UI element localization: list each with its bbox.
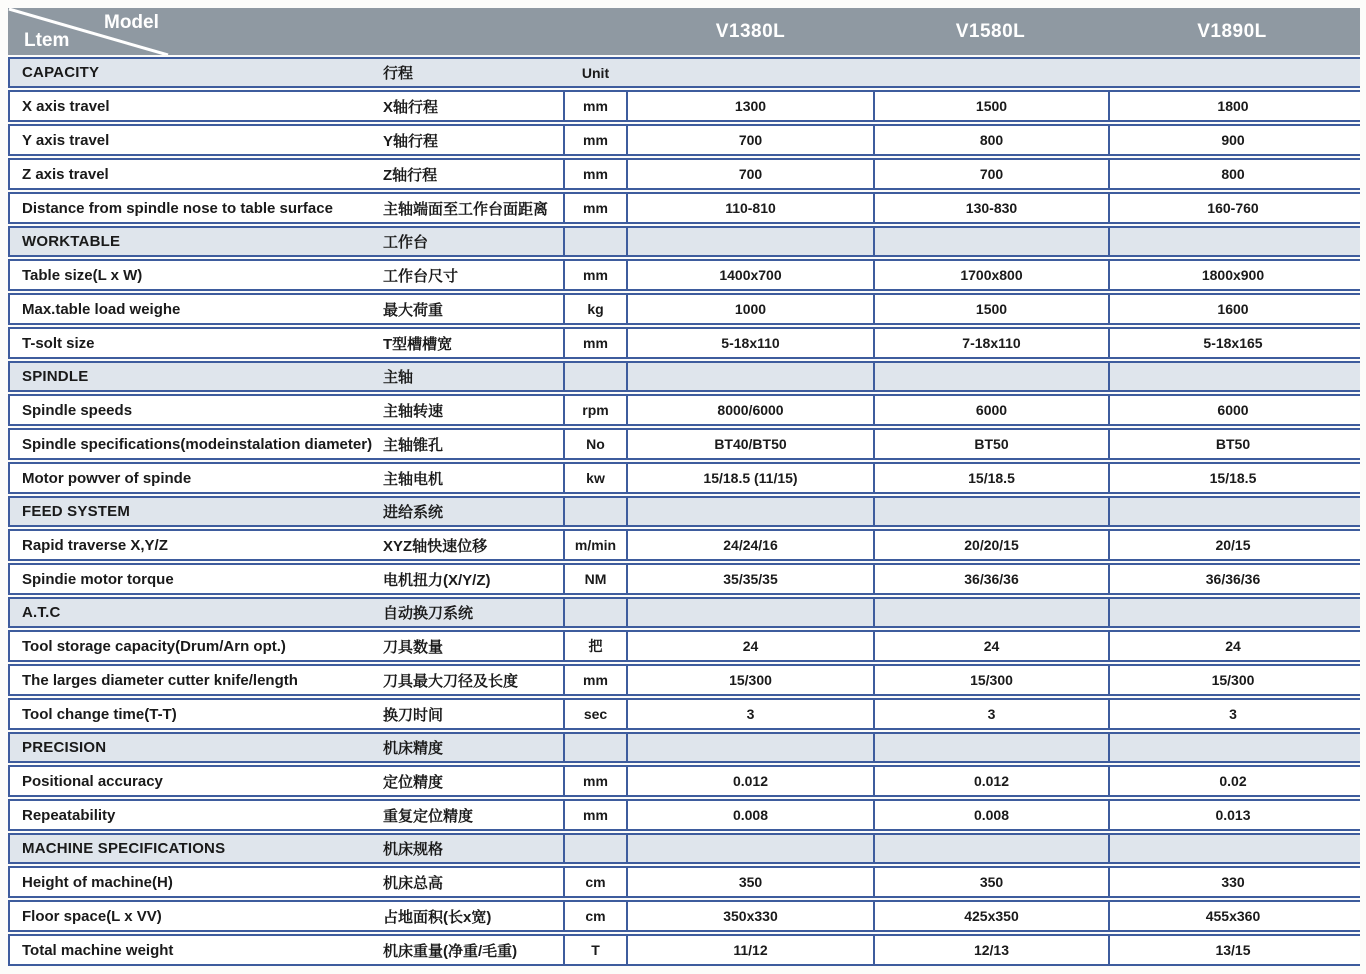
section-blank-cell: [628, 59, 873, 86]
section-blank-cell: [1108, 228, 1356, 255]
spec-row-spindle-motor-power: [8, 462, 1360, 494]
unit-cell: kg: [563, 295, 628, 323]
section-blank-cell: [1108, 59, 1356, 86]
unit-cell: T: [563, 936, 628, 964]
section-name-zh: 行程: [383, 65, 414, 82]
unit-cell: rpm: [563, 396, 628, 424]
spec-row-machine-height: [8, 866, 1360, 898]
section-header-row-capacity: [8, 57, 1360, 88]
item-name-en: Height of machine(H): [22, 873, 173, 891]
value-cell-v1380l: 5-18x110: [721, 335, 780, 351]
unit-cell: mm: [563, 92, 628, 120]
value-cell-v1580l: 6000: [873, 396, 1108, 424]
spec-row-largest-cutter-diameter: [8, 664, 1360, 696]
section-name-en: A.T.C: [22, 604, 61, 621]
item-name-en: The larges diameter cutter knife/length: [22, 671, 298, 689]
section-blank-cell: [628, 734, 873, 761]
item-name-en: Total machine weight: [22, 941, 174, 959]
value-cell-v1890l: 330: [1108, 868, 1356, 896]
unit-cell: kw: [563, 464, 628, 492]
value-cell-v1580l: 12/13: [873, 936, 1108, 964]
spec-row-y-axis-travel: [8, 124, 1360, 156]
section-header-row-spindle: [8, 361, 1360, 392]
item-name-zh: 重复定位精度: [383, 807, 474, 825]
item-name-zh: X轴行程: [383, 98, 439, 116]
value-cell-v1380l: 0.012: [732, 773, 769, 789]
value-cell-v1580l: 7-18x110: [873, 329, 1108, 357]
unit-cell: sec: [563, 700, 628, 728]
value-cell-v1380l: 700: [738, 132, 763, 148]
section-name-en: SPINDLE: [22, 368, 89, 385]
spec-row-t-slot-size: [8, 327, 1360, 359]
value-cell-v1380l: 700: [738, 166, 763, 182]
section-name-en: FEED SYSTEM: [22, 503, 131, 520]
section-name-en: WORKTABLE: [22, 233, 121, 250]
section-blank-cell: [1108, 498, 1356, 525]
spec-row-z-axis-travel: [8, 158, 1360, 190]
item-name-en: Spindle specifications(modeinstalation diameter): [22, 435, 373, 453]
value-cell-v1580l: 24: [873, 632, 1108, 660]
spec-row-table-size: [8, 259, 1360, 291]
value-cell-v1380l: 1300: [734, 98, 767, 114]
section-blank-cell: [873, 835, 1108, 862]
section-blank-cell: [563, 498, 628, 525]
item-name-en: Max.table load weighe: [22, 300, 181, 318]
unit-cell: mm: [563, 261, 628, 289]
section-blank-cell: [563, 363, 628, 390]
value-cell-v1580l: 15/18.5: [873, 464, 1108, 492]
item-name-en: Repeatability: [22, 806, 116, 824]
section-blank-cell: [1108, 599, 1356, 626]
value-cell-v1890l: 1800x900: [1108, 261, 1356, 289]
item-name-zh: 主轴电机: [383, 470, 444, 488]
value-cell-v1890l: 0.013: [1108, 801, 1356, 829]
value-cell-v1890l: 0.02: [1108, 767, 1356, 795]
value-cell-v1890l: 15/300: [1108, 666, 1356, 694]
section-name-en: CAPACITY: [22, 64, 100, 81]
value-cell-v1890l: 5-18x165: [1108, 329, 1356, 357]
section-blank-cell: [873, 734, 1108, 761]
item-name-en: Motor powver of spinde: [22, 469, 192, 487]
item-name-zh: 机床重量(净重/毛重): [383, 942, 518, 960]
spec-row-tool-storage-capacity: [8, 630, 1360, 662]
spec-row-spindle-specifications: [8, 428, 1360, 460]
value-cell-v1580l: 20/20/15: [873, 531, 1108, 559]
value-cell-v1580l: 425x350: [873, 902, 1108, 930]
unit-cell: cm: [563, 902, 628, 930]
corner-cell: [8, 8, 563, 55]
value-cell-v1580l: 0.008: [873, 801, 1108, 829]
unit-cell: mm: [563, 160, 628, 188]
value-cell-v1380l: 0.008: [732, 807, 769, 823]
value-cell-v1580l: 3: [873, 700, 1108, 728]
value-cell-v1890l: 24: [1108, 632, 1356, 660]
spec-row-floor-space: [8, 900, 1360, 932]
model-column-header-v1890l: V1890L: [1197, 20, 1267, 42]
section-name-zh: 机床精度: [383, 740, 444, 757]
value-cell-v1580l: 1700x800: [873, 261, 1108, 289]
corner-item-label: Ltem: [24, 30, 70, 51]
spec-row-rapid-traverse: [8, 529, 1360, 561]
unit-cell: mm: [563, 767, 628, 795]
corner-model-label: Model: [104, 12, 159, 33]
section-blank-cell: [873, 498, 1108, 525]
section-header-row-precision: [8, 732, 1360, 763]
item-name-zh: Z轴行程: [383, 166, 438, 184]
item-name-zh: 换刀时间: [383, 706, 444, 724]
model-column-header-v1380l: V1380L: [715, 20, 786, 42]
value-cell-v1580l: 1500: [873, 295, 1108, 323]
header-spacer: [563, 8, 628, 55]
value-cell-v1380l: 11/12: [733, 942, 768, 958]
value-cell-v1380l: 15/18.5 (11/15): [703, 470, 798, 486]
item-name-en: Y axis travel: [22, 131, 110, 149]
section-blank-cell: [1108, 835, 1356, 862]
table-header-row: [8, 8, 1360, 55]
section-blank-cell: [628, 599, 873, 626]
value-cell-v1890l: 1800: [1108, 92, 1356, 120]
section-blank-cell: [563, 228, 628, 255]
item-name-en: Table size(L x W): [22, 266, 143, 284]
section-name-zh: 进给系统: [383, 504, 444, 521]
unit-cell: mm: [563, 329, 628, 357]
item-name-zh: 最大荷重: [383, 301, 444, 319]
section-name-zh: 主轴: [383, 369, 414, 386]
item-name-en: Rapid traverse X,Y/Z: [22, 536, 168, 554]
item-name-en: Tool change time(T-T): [22, 705, 177, 723]
unit-cell: NM: [563, 565, 628, 593]
unit-cell: m/min: [563, 531, 628, 559]
value-cell-v1380l: 8000/6000: [717, 402, 784, 418]
value-cell-v1580l: 15/300: [873, 666, 1108, 694]
section-header-row-worktable: [8, 226, 1360, 257]
value-cell-v1890l: 800: [1108, 160, 1356, 188]
item-name-en: Z axis travel: [22, 165, 109, 183]
value-cell-v1890l: 900: [1108, 126, 1356, 154]
unit-cell: mm: [563, 126, 628, 154]
section-blank-cell: [873, 599, 1108, 626]
item-name-zh: XYZ轴快速位移: [383, 537, 488, 555]
spec-row-spindle-nose-distance: [8, 192, 1360, 224]
value-cell-v1380l: BT40/BT50: [714, 436, 787, 452]
section-header-row-machine-specifications: [8, 833, 1360, 864]
model-column-header-v1580l: V1580L: [955, 20, 1026, 42]
item-name-zh: 主轴转速: [383, 402, 444, 420]
item-name-zh: T型槽槽宽: [383, 335, 453, 353]
item-name-en: Distance from spindle nose to table surface: [22, 199, 333, 217]
item-name-zh: 占地面积(长x宽): [383, 908, 492, 926]
spec-row-max-table-load: [8, 293, 1360, 325]
unit-cell: No: [563, 430, 628, 458]
section-blank-cell: [873, 363, 1108, 390]
item-name-zh: 电机扭力(X/Y/Z): [383, 571, 491, 589]
section-blank-cell: [563, 835, 628, 862]
item-name-en: T-solt size: [22, 334, 95, 352]
value-cell-v1380l: 350x330: [723, 908, 778, 924]
section-blank-cell: [1108, 363, 1356, 390]
spec-row-positional-accuracy: [8, 765, 1360, 797]
section-blank-cell: [563, 599, 628, 626]
value-cell-v1380l: 24: [742, 638, 759, 654]
value-cell-v1380l: 350: [738, 874, 763, 890]
item-name-zh: 定位精度: [383, 773, 444, 791]
item-name-en: Spindie motor torque: [22, 570, 174, 588]
value-cell-v1890l: BT50: [1108, 430, 1356, 458]
section-blank-cell: [628, 498, 873, 525]
value-cell-v1580l: 700: [873, 160, 1108, 188]
section-blank-cell: [628, 835, 873, 862]
section-name-en: PRECISION: [22, 739, 107, 756]
unit-column-header: Unit: [581, 64, 610, 81]
unit-cell: mm: [563, 194, 628, 222]
value-cell-v1890l: 455x360: [1108, 902, 1356, 930]
item-name-zh: 机床总高: [383, 874, 444, 892]
spec-table: [8, 8, 1360, 966]
value-cell-v1580l: 130-830: [873, 194, 1108, 222]
section-header-row-atc: [8, 597, 1360, 628]
value-cell-v1890l: 160-760: [1108, 194, 1356, 222]
spec-row-spindle-motor-torque: [8, 563, 1360, 595]
unit-cell: mm: [563, 666, 628, 694]
item-name-zh: 刀具最大刀径及长度: [383, 672, 519, 690]
section-blank-cell: [1108, 734, 1356, 761]
value-cell-v1580l: BT50: [873, 430, 1108, 458]
item-name-zh: 主轴端面至工作台面距离: [383, 200, 549, 218]
unit-cell: cm: [563, 868, 628, 896]
item-name-en: Floor space(L x VV): [22, 907, 162, 925]
item-name-zh: 刀具数量: [383, 638, 444, 656]
item-name-en: X axis travel: [22, 97, 110, 115]
item-name-zh: 工作台尺寸: [383, 267, 459, 285]
section-blank-cell: [563, 734, 628, 761]
value-cell-v1890l: 3: [1108, 700, 1356, 728]
spec-row-repeatability: [8, 799, 1360, 831]
value-cell-v1580l: 350: [873, 868, 1108, 896]
value-cell-v1380l: 35/35/35: [723, 571, 778, 587]
value-cell-v1890l: 1600: [1108, 295, 1356, 323]
section-blank-cell: [628, 228, 873, 255]
section-header-row-feed-system: [8, 496, 1360, 527]
value-cell-v1890l: 36/36/36: [1108, 565, 1356, 593]
value-cell-v1380l: 3: [746, 706, 755, 722]
value-cell-v1380l: 24/24/16: [723, 537, 778, 553]
value-cell-v1890l: 20/15: [1108, 531, 1356, 559]
value-cell-v1890l: 15/18.5: [1108, 464, 1356, 492]
unit-cell: mm: [563, 801, 628, 829]
spec-row-x-axis-travel: [8, 90, 1360, 122]
item-name-zh: Y轴行程: [383, 132, 439, 150]
value-cell-v1380l: 1400x700: [719, 267, 782, 283]
section-blank-cell: [628, 363, 873, 390]
spec-row-tool-change-time: [8, 698, 1360, 730]
item-name-en: Positional accuracy: [22, 772, 163, 790]
spec-row-total-machine-weight: [8, 934, 1360, 966]
value-cell-v1580l: 36/36/36: [873, 565, 1108, 593]
value-cell-v1380l: 1000: [734, 301, 767, 317]
section-name-en: MACHINE SPECIFICATIONS: [22, 840, 226, 857]
section-name-zh: 机床规格: [383, 841, 444, 858]
value-cell-v1890l: 13/15: [1108, 936, 1356, 964]
unit-cell: 把: [563, 632, 628, 660]
section-name-zh: 自动换刀系统: [383, 605, 474, 622]
item-name-zh: 主轴锥孔: [383, 436, 444, 454]
section-name-zh: 工作台: [383, 234, 429, 251]
spec-row-spindle-speeds: [8, 394, 1360, 426]
section-blank-cell: [873, 59, 1108, 86]
value-cell-v1380l: 15/300: [729, 672, 772, 688]
item-name-en: Tool storage capacity(Drum/Arn opt.): [22, 637, 286, 655]
value-cell-v1380l: 110-810: [725, 200, 776, 216]
value-cell-v1580l: 0.012: [873, 767, 1108, 795]
item-name-en: Spindle speeds: [22, 401, 133, 419]
value-cell-v1580l: 800: [873, 126, 1108, 154]
section-blank-cell: [873, 228, 1108, 255]
value-cell-v1580l: 1500: [873, 92, 1108, 120]
value-cell-v1890l: 6000: [1108, 396, 1356, 424]
